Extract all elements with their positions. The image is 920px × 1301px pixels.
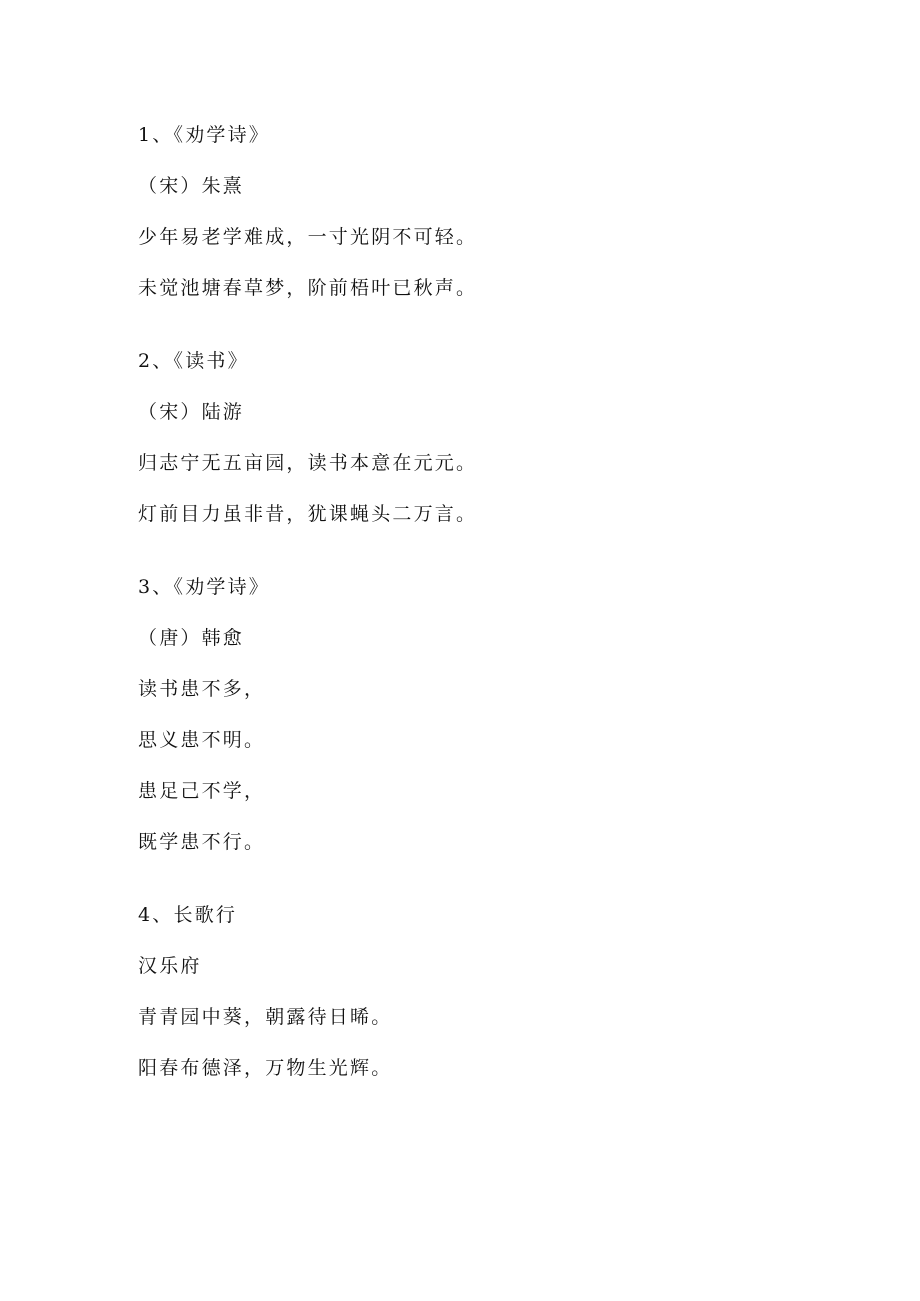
poem-1: [138, 123, 838, 300]
poem-author: （唐）韩愈: [138, 627, 245, 649]
poem-line: 灯前目力虽非昔，犹课蝇头二万言。: [138, 503, 478, 525]
poem-author: 汉乐府: [138, 955, 202, 977]
poem-line: 患足己不学，: [138, 780, 266, 802]
poem-2: [138, 349, 838, 526]
poem-title: 4、长歌行: [138, 904, 238, 926]
poem-author: （宋）陆游: [138, 401, 245, 423]
poem-line: 思义患不明。: [138, 729, 266, 751]
poem-line: 既学患不行。: [138, 831, 266, 853]
poem-line: 阳春布德泽，万物生光辉。: [138, 1057, 393, 1079]
poem-line: 少年易老学难成，一寸光阴不可轻。: [138, 226, 478, 248]
poem-title: 1、《劝学诗》: [138, 124, 270, 146]
poem-title: 2、《读书》: [138, 350, 249, 372]
document-page: [138, 123, 838, 1129]
poem-4: [138, 903, 838, 1080]
poem-line: 未觉池塘春草梦，阶前梧叶已秋声。: [138, 277, 478, 299]
poem-author: （宋）朱熹: [138, 175, 245, 197]
poem-3: [138, 575, 838, 854]
poem-line: 青青园中葵，朝露待日晞。: [138, 1006, 393, 1028]
poem-line: 归志宁无五亩园，读书本意在元元。: [138, 452, 478, 474]
poem-line: 读书患不多，: [138, 678, 266, 700]
poem-title: 3、《劝学诗》: [138, 576, 270, 598]
